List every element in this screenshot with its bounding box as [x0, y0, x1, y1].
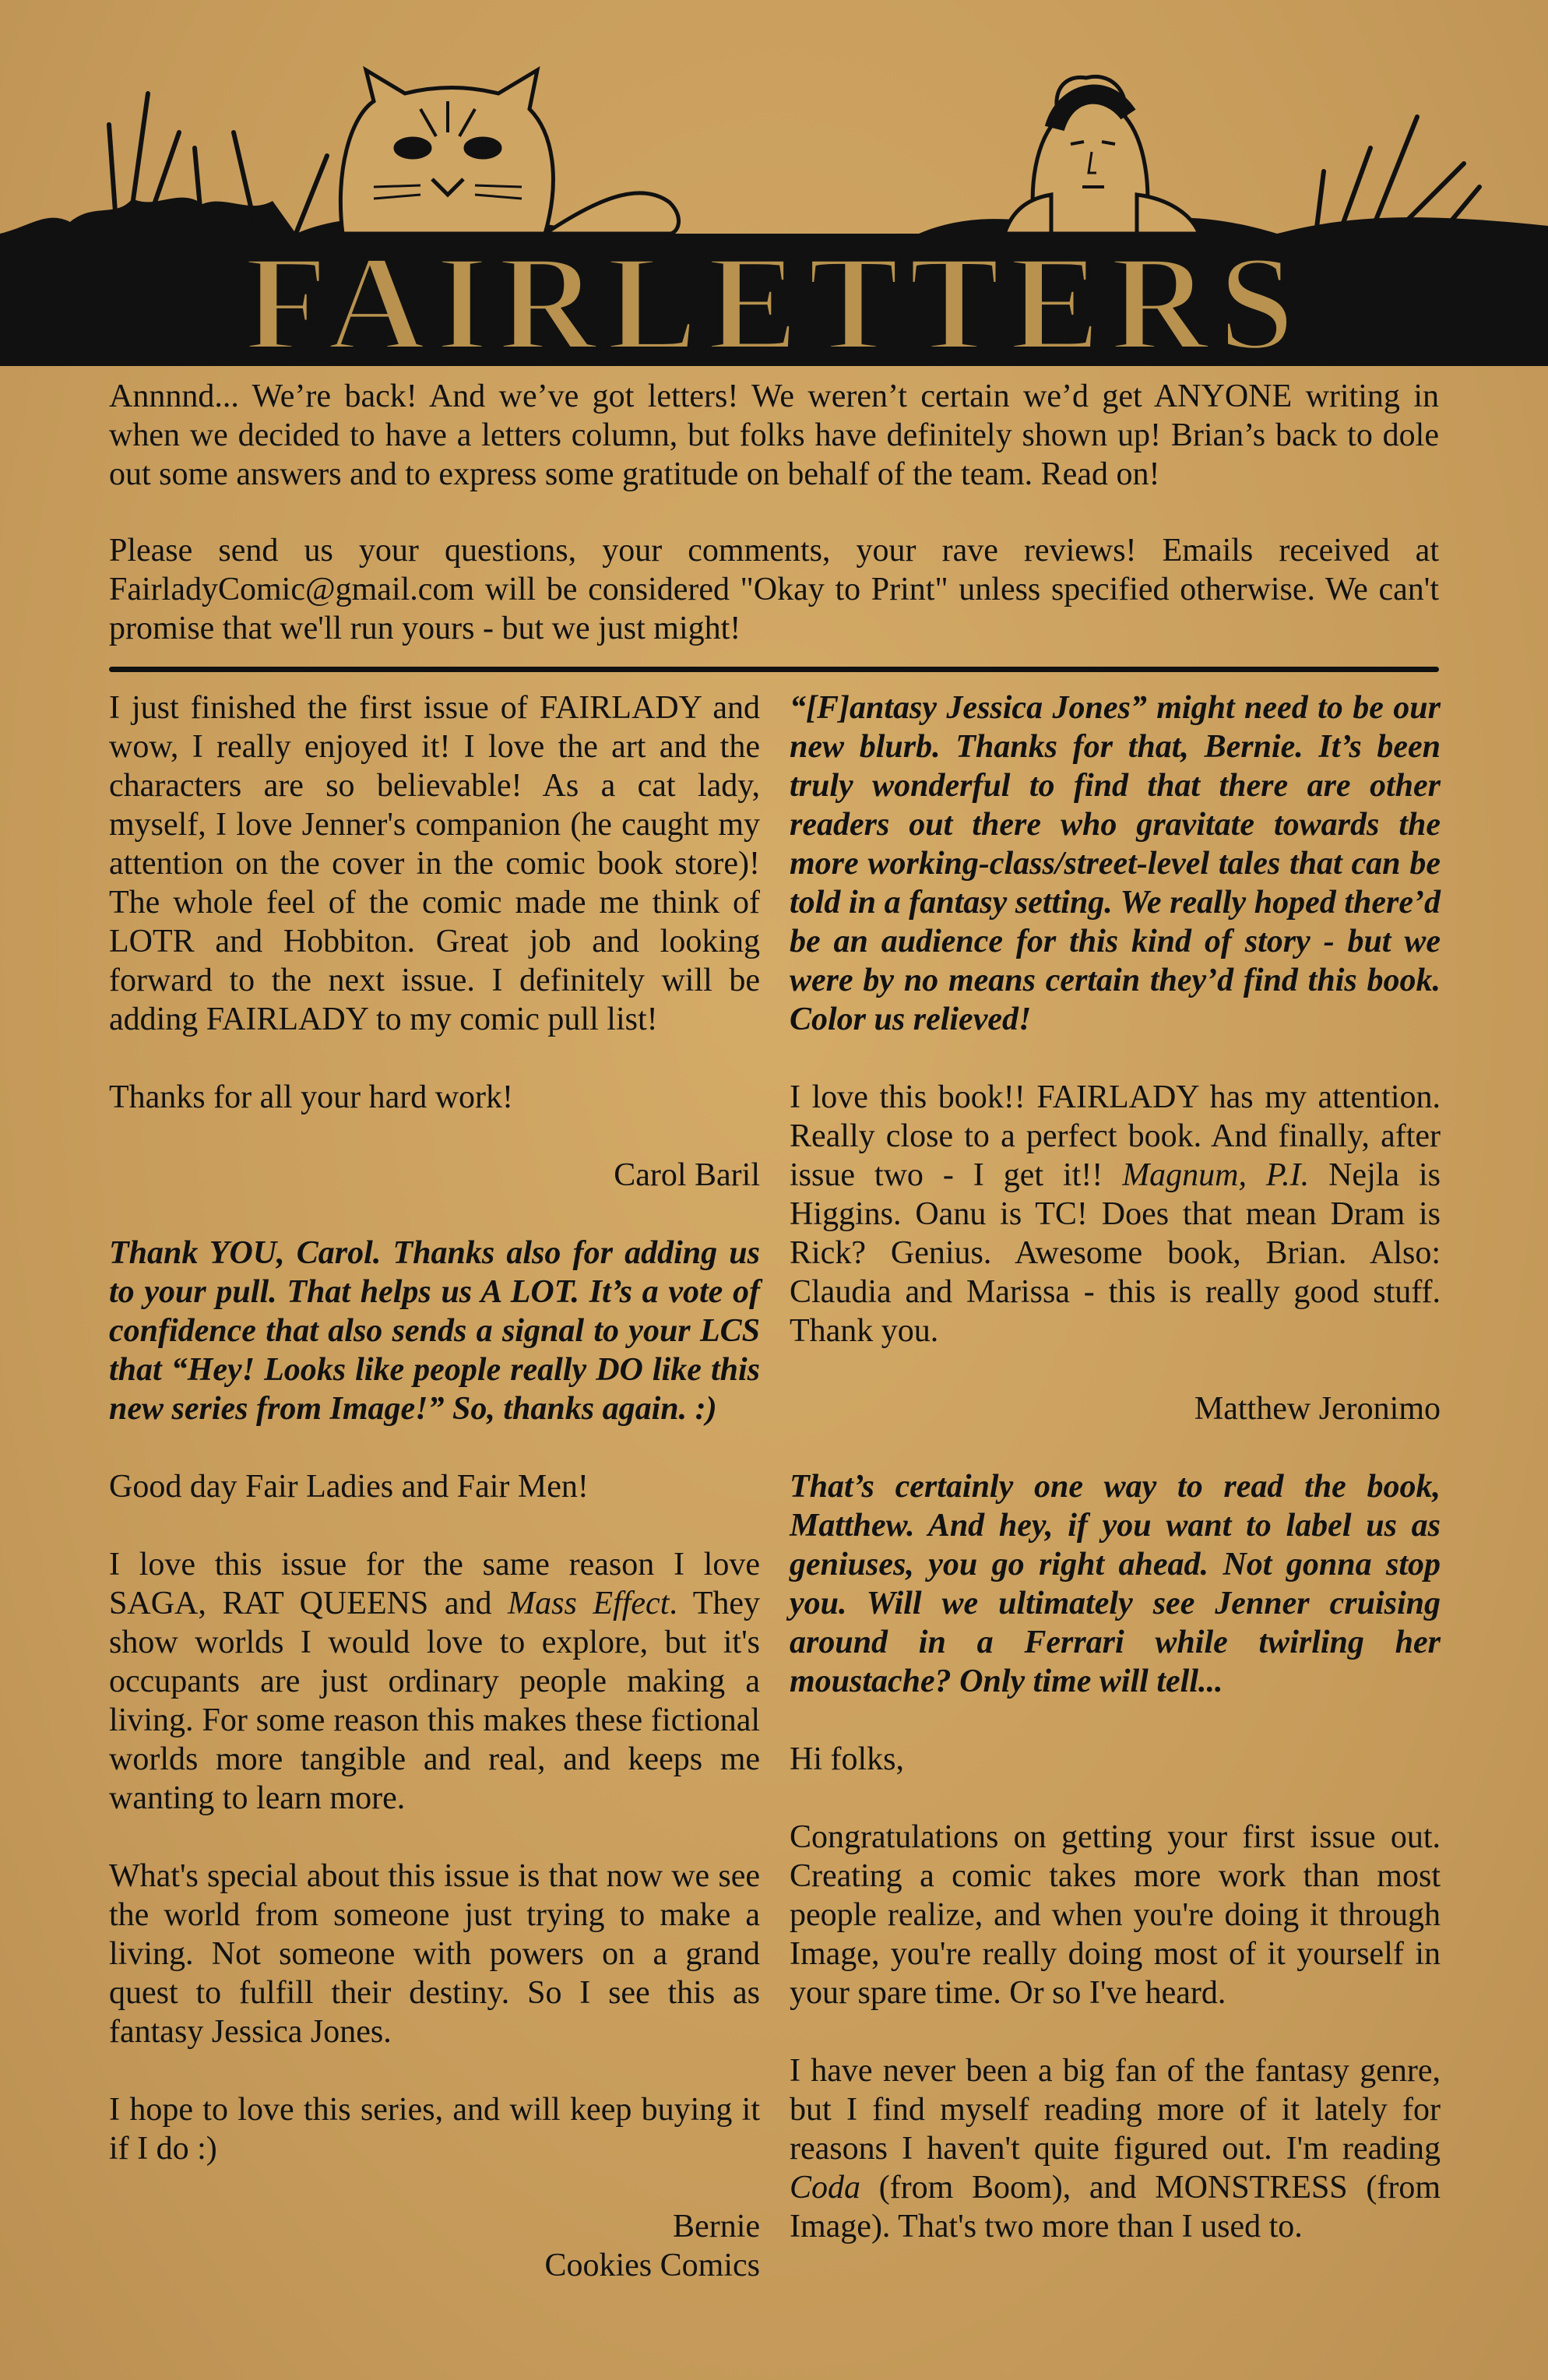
divider-rule	[109, 667, 1439, 672]
signature-carol: Carol Baril	[614, 1157, 760, 1193]
banner-illustration	[0, 0, 1548, 366]
intro-paragraph-submit: Please send us your questions, your comments, your rave reviews! Emails received at FairladyComic@gmail.com will be considered "Okay to Print" unless specified otherwise. We can't promise that we'll run yours - but we just might!	[109, 533, 1439, 646]
letter4-p2	[790, 2051, 1441, 2246]
text-run: I love this issue for the same reason I love SAGA, RAT QUEENS and	[109, 1547, 760, 1621]
reply-matthew: That’s certainly one way to read the book, Matthew. And hey, if you want to label us as geniuses, you go right ahead. Not gonna stop you. Will we ultimately see Jenner cruising around in a Ferrari while twirling her moustache? Only time will tell...	[790, 1469, 1441, 1699]
letter-bernie-p1	[109, 1545, 760, 1818]
signature-bernie	[109, 2207, 760, 2285]
left-column	[109, 688, 760, 2285]
signature-org: Cookies Comics	[544, 2248, 760, 2283]
signature-matthew: Matthew Jeronimo	[1194, 1391, 1441, 1427]
woman-illustration	[1004, 76, 1199, 234]
title-mass-effect: Mass Effect	[508, 1586, 670, 1621]
fairletters-banner	[0, 0, 1548, 366]
text-run: . They show worlds I would love to explore, but it's occupants are just ordinary people making a living. For some reason this makes these fictional worlds more tangible and real, and keeps me wanting to learn more.	[109, 1586, 760, 1816]
letter-carol: I just finished the first issue of FAIRLADY and wow, I really enjoyed it! I love the art and the characters are so believable! As a cat lady, myself, I love Jenner's companion (he caught my attention on the cover in the comic book store)! The whole feel of the comic made me think of LOTR and Hobbiton. Great job and looking forward to the next issue. I definitely will be adding FAIRLADY to my comic pull list!	[109, 690, 760, 1037]
letter-bernie-p2: What's special about this issue is that now we see the world from someone just trying to make a living. Not someone with powers on a grand quest to fulfill their destiny. So I see this as fantasy Jessica Jones.	[109, 1858, 760, 2050]
text-run: I have never been a big fan of the fantasy genre, but I find myself reading more of it lately for reasons I haven't quite figured out. I'm reading	[790, 2053, 1441, 2167]
letter4-p1: Congratulations on getting your first issue out. Creating a comic takes more work than most people realize, and when you're doing it through Image, you're really doing most of it yourself in your spare time. Or so I've heard.	[790, 1819, 1441, 2011]
letter-bernie-greeting: Good day Fair Ladies and Fair Men!	[109, 1469, 589, 1505]
title-magnum-pi: Magnum, P.I.	[1122, 1157, 1310, 1193]
right-column	[790, 688, 1441, 2246]
intro-paragraph: Annnnd... We’re back! And we’ve got letters! We weren’t certain we’d get ANYONE writing in when we decided to have a letters column, but folks have definitely shown up! Brian’s back to dole out some answers and to express some gratitude on behalf of the team. Read on!	[109, 378, 1439, 492]
reply-carol: Thank YOU, Carol. Thanks also for adding us to your pull. That helps us A LOT. It’s a vote of confidence that also sends a signal to your LCS that “Hey! Looks like people really DO like this new series from Image!” So, thanks again. :)	[109, 1235, 760, 1427]
cat-illustration	[340, 70, 678, 234]
intro	[109, 377, 1439, 685]
letter-carol-thanks: Thanks for all your hard work!	[109, 1079, 514, 1115]
letter4-greeting: Hi folks,	[790, 1741, 904, 1777]
signature-name: Bernie	[673, 2209, 760, 2244]
text-run: Nejla is Higgins. Oanu is TC! Does that mean Dram is Rick? Genius. Awesome book, Brian. Also: Claudia and Marissa - this is really good stuff. Thank you.	[790, 1157, 1441, 1349]
text-run: I love this book!! FAIRLADY has my attention. Really close to a perfect book. And finally, after issue two - I get it!!	[790, 1079, 1441, 1193]
letter-matthew	[790, 1078, 1441, 1350]
text-run: (from Boom), and MONSTRESS (from Image). That's two more than I used to.	[790, 2170, 1441, 2244]
reply-bernie: “[F]antasy Jessica Jones” might need to be our new blurb. Thanks for that, Bernie. It’s been truly wonderful to find that there are other readers out there who gravitate towards the more working-class/street-level tales that can be told in a fantasy setting. We really hoped there’d be an audience for this kind of story - but we were by no means certain they’d find this book. Color us relieved!	[790, 690, 1441, 1037]
page-title: FAIRLETTERS	[244, 227, 1304, 366]
letter-bernie-p3: I hope to love this series, and will keep buying it if I do :)	[109, 2092, 760, 2167]
title-coda: Coda	[790, 2170, 861, 2206]
